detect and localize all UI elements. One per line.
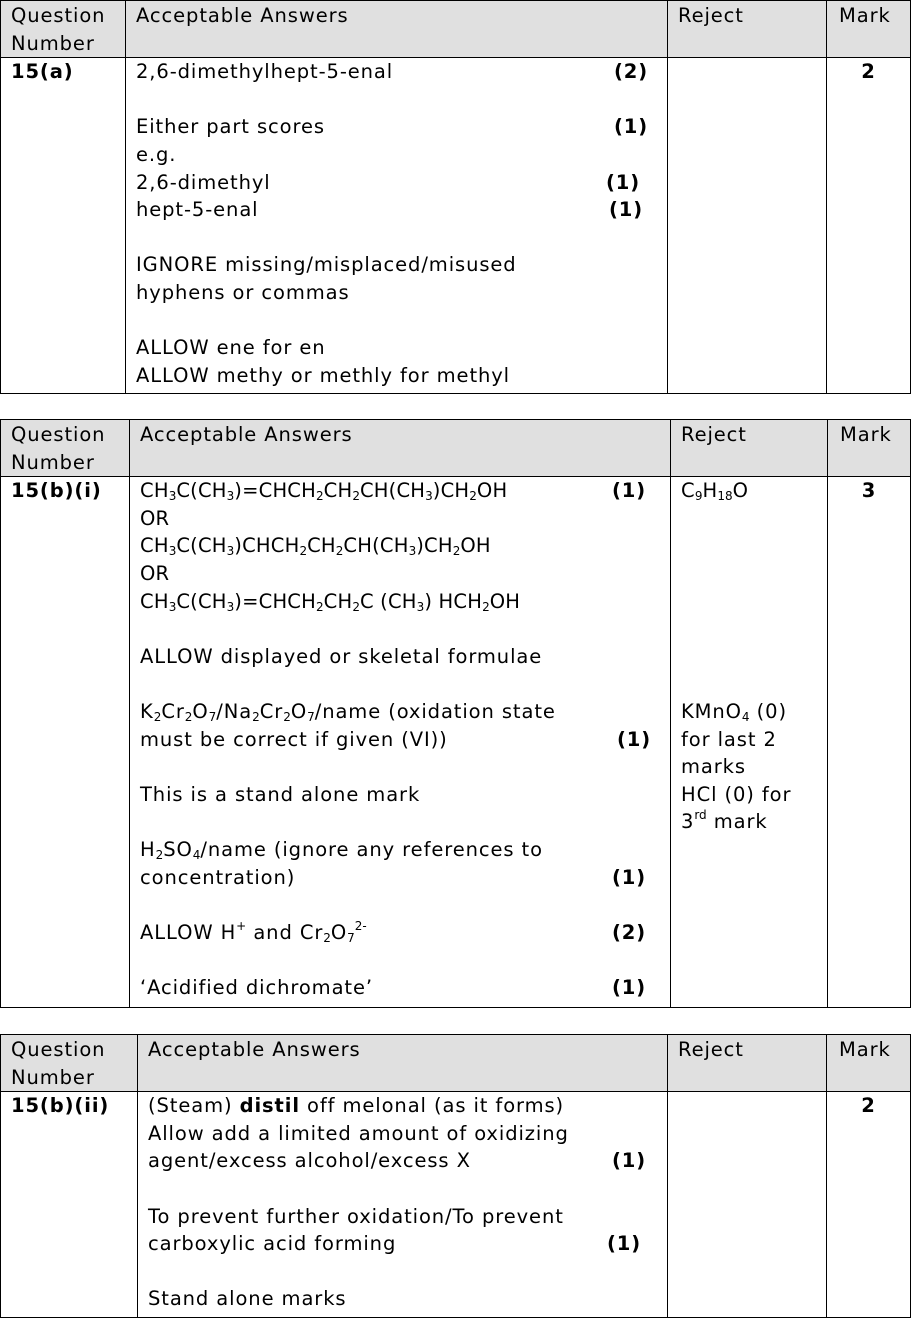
marks-awarded: (1) [612, 975, 647, 999]
reject-cell [671, 477, 828, 1008]
answer-line: IGNORE missing/misplaced/misused [136, 253, 517, 277]
header-row [1, 1035, 911, 1092]
answer-text: off melonal (as it forms) [299, 1094, 565, 1118]
marks-awarded: (1) [606, 170, 641, 194]
reject-text: mark [706, 810, 768, 834]
answer-row [1, 58, 911, 394]
acceptable-answers-cell [138, 1092, 668, 1318]
acceptable-answers-cell [126, 58, 668, 394]
answer-keyword: distil [239, 1094, 300, 1118]
reject-text: (0) [749, 699, 787, 723]
answer-text: ALLOW H [140, 920, 237, 944]
answer-line: ALLOW displayed or skeletal formulae [140, 644, 543, 668]
answer-line: ALLOW ene for en [136, 336, 326, 360]
header-reject: Reject [668, 1035, 827, 1092]
header-acceptable-answers: Acceptable Answers [126, 1, 668, 58]
acceptable-answers-cell [130, 477, 671, 1008]
reject-formula: $C_9H_{18}O$ [681, 479, 749, 504]
marks-awarded: (1) [612, 865, 647, 889]
reject-line: HCl (0) for [681, 782, 792, 806]
header-question-number: Question Number [1, 1, 126, 58]
mark-scheme-table-15bi [0, 419, 911, 1008]
answer-line: OR [140, 561, 170, 585]
allow-ions-line: ALLOW H+ and $Cr_2O_7^{2-}$ (2) [140, 918, 647, 945]
answer-line: hept-5-enal [136, 198, 259, 222]
reject-line [681, 808, 817, 836]
answer-line: 2,6-dimethyl [136, 170, 271, 194]
question-number: 15(a) [1, 58, 126, 394]
answer-line: This is a stand alone mark [140, 782, 421, 806]
answer-line: carboxylic acid forming [148, 1232, 397, 1256]
header-mark: Mark [827, 1035, 911, 1092]
header-mark: Mark [828, 420, 911, 477]
question-number: 15(b)(ii) [1, 1092, 138, 1318]
answer-line: To prevent further oxidation/To prevent [148, 1204, 564, 1228]
answer-line: Stand alone marks [148, 1287, 347, 1311]
marks-awarded: (2) [614, 60, 649, 84]
marks-awarded: (1) [607, 1232, 642, 1256]
answer-line: 2,6-dimethylhept-5-enal [136, 60, 394, 84]
acid-line: $H_2SO_4$/name (ignore any references to [140, 837, 543, 862]
structural-formula-1: $CH_3C(CH_3)=CHCH_2CH_2CH(CH_3)CH_2OH$ (1) [140, 479, 647, 504]
answer-line: hyphens or commas [136, 280, 350, 304]
marks-awarded: (1) [612, 479, 647, 503]
header-reject: Reject [671, 420, 828, 477]
answer-line: agent/excess alcohol/excess X [148, 1149, 471, 1173]
answer-line: OR [140, 506, 170, 530]
reject-cell [668, 58, 827, 394]
structural-formula-3: $CH_3C(CH_3)=CHCH_2CH_2C$ $(CH_3)$ $HCH_2OH$ [140, 589, 521, 614]
structural-formula-2: $CH_3C(CH_3)CHCH_2CH_2CH(CH_3)CH_2OH$ [140, 534, 491, 559]
marks-awarded: (1) [612, 1149, 647, 1173]
header-acceptable-answers: Acceptable Answers [138, 1035, 668, 1092]
reject-text: 3 [681, 810, 695, 834]
header-acceptable-answers: Acceptable Answers [130, 420, 671, 477]
header-mark: Mark [827, 1, 911, 58]
oxidising-agent-line: $K_2Cr_2O_7/Na_2Cr_2O_7$/name (oxidation state [140, 699, 556, 724]
question-number: 15(b)(i) [1, 477, 130, 1008]
header-row [1, 420, 911, 477]
answer-row [1, 1092, 911, 1318]
answer-text: (Steam) [148, 1094, 240, 1118]
header-reject: Reject [668, 1, 827, 58]
mark-value: 2 [827, 1092, 911, 1318]
marks-awarded: (1) [609, 198, 644, 222]
answer-text: /name (ignore any references to [200, 837, 543, 861]
mark-scheme-table-15bii [0, 1034, 911, 1318]
header-question-number: Question Number [1, 1035, 138, 1092]
ordinal-suffix: rd [694, 808, 707, 823]
reject-line: for last 2 [681, 727, 777, 751]
answer-line: Allow add a limited amount of oxidizing [148, 1121, 569, 1145]
reject-cell [668, 1092, 827, 1318]
reject-line: KMnO$_4$ (0) [681, 699, 787, 724]
marks-awarded: (2) [612, 920, 647, 944]
mark-value: 2 [827, 58, 911, 394]
answer-line: Either part scores [136, 115, 325, 139]
answer-line: ALLOW methy or methly for methyl [136, 363, 511, 387]
answer-line: e.g. [136, 142, 177, 166]
answer-line: must be correct if given (VI)) [140, 727, 448, 751]
mark-value: 3 [828, 477, 911, 1008]
reject-line: marks [681, 755, 746, 779]
marks-awarded: (1) [614, 115, 649, 139]
answer-text: /name (oxidation state [314, 699, 556, 723]
answer-line: concentration) [140, 865, 296, 889]
answer-line: ‘Acidified dichromate’ [140, 975, 373, 999]
answer-text: and [246, 920, 300, 944]
mark-scheme-table-15a [0, 0, 911, 394]
marks-awarded: (1) [617, 727, 652, 751]
answer-row [1, 477, 911, 1008]
header-question-number: Question Number [1, 420, 130, 477]
header-row [1, 1, 911, 58]
